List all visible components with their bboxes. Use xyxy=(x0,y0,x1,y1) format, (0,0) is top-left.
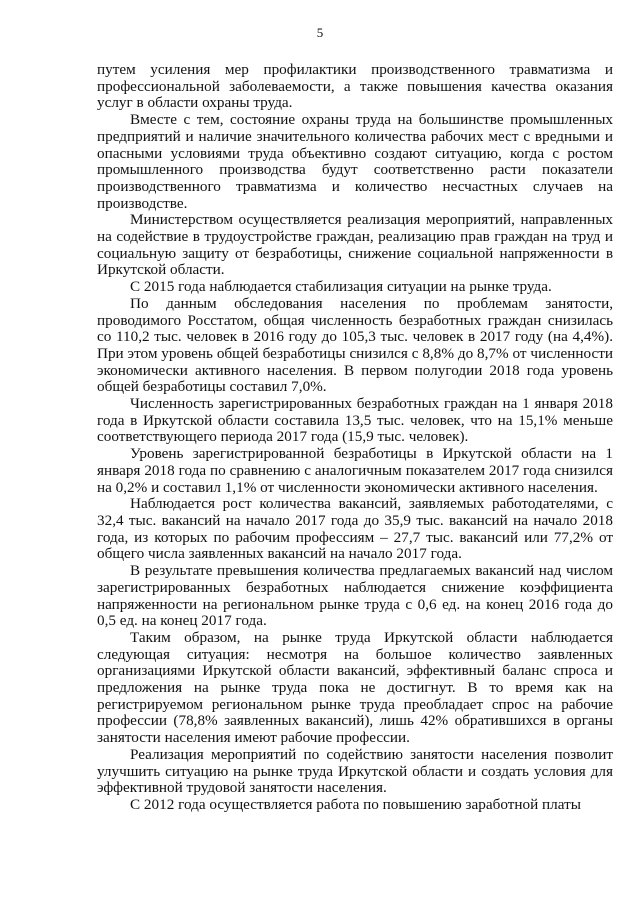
paragraph-wages-start: С 2012 года осуществляется работа по повышению заработной платы xyxy=(130,796,581,813)
paragraph-labor-market-situation: Таким образом, на рынке труда Иркутской области наблюдается следующая ситуация: несмотря на большое количество заявленных организациями Иркутской области вакансий, эффективный баланс спроса и предложения на рынке труда пока не достигнут. В то время как на регистрируемом региональном рынке труда преобладает спрос на рабочие профессии (78,8% заявленных вакансий), лишь 42% обратившихся в органы занятости населения имеют рабочие профессии. xyxy=(97,628,613,747)
paragraph-employment-measures: Реализация мероприятий по содействию занятости населения позволит улучшить ситуацию на рынке труда Иркутской области и создать условия для эффективной трудовой занятости населения. xyxy=(97,745,613,797)
body-text xyxy=(97,62,613,813)
paragraph-continuation: путем усиления мер профилактики производственного травматизма и профессиональной заболеваемости, а также повышения качества оказания услуг в области охраны труда. xyxy=(97,61,613,112)
paragraph-vacancies-growth: Наблюдается рост количества вакансий, заявляемых работодателями, с 32,4 тыс. вакансий на начало 2017 года до 35,9 тыс. вакансий на начало 2018 года, из которых по рабочим профессиям – 27,7 тыс. вакансий или 77,2% от общего числа заявленных вакансий на начало 2017 года. xyxy=(97,495,613,563)
paragraph-tension-coefficient: В результате превышения количества предлагаемых вакансий над числом зарегистрированных безработных наблюдается снижение коэффициента напряженности на региональном рынке труда с 0,6 ед. на конец 2016 года до 0,5 ед. на конец 2017 года. xyxy=(97,562,613,630)
paragraph-stabilization: С 2015 года наблюдается стабилизация ситуации на рынке труда. xyxy=(130,278,552,296)
paragraph-labor-safety: Вместе с тем, состояние охраны труда на большинстве промышленных предприятий и наличие значительного количества рабочих мест с вредными и опасными условиями труда объективно создают ситуацию, когда с ростом промышленного производства будут соответственно расти показатели производственного травматизма и количество несчастных случаев на производстве. xyxy=(97,111,613,212)
paragraph-ministry-measures: Министерством осуществляется реализация мероприятий, направленных на содействие в трудоустройстве граждан, реализацию прав граждан на труд и социальную защиту от безработицы, снижение социальной напряженности в Иркутской области. xyxy=(97,211,613,279)
paragraph-registered-unemployment-rate: Уровень зарегистрированной безработицы в Иркутской области на 1 января 2018 года по сравнению с аналогичным показателем 2017 года снизился на 0,2% и составил 1,1% от численности экономически активного населения. xyxy=(97,445,613,496)
paragraph-rosstat-survey: По данным обследования населения по проблемам занятости, проводимого Росстатом, общая численность безработных граждан снизилась со 110,2 тыс. человек в 2016 году до 105,3 тыс. человек в 2017 году (на 4,4%). При этом уровень общей безработицы снизился с 8,8% до 8,7% от численности экономически активного населения. В первом полугодии 2018 года уровень общей безработицы составил 7,0%. xyxy=(97,294,613,396)
paragraph-registered-unemployed: Численность зарегистрированных безработных граждан на 1 января 2018 года в Иркутской области составила 13,5 тыс. человек, что на 15,1% меньше соответствующего периода 2017 года (15,9 тыс. человек). xyxy=(97,395,613,446)
page-number: 5 xyxy=(316,25,324,40)
